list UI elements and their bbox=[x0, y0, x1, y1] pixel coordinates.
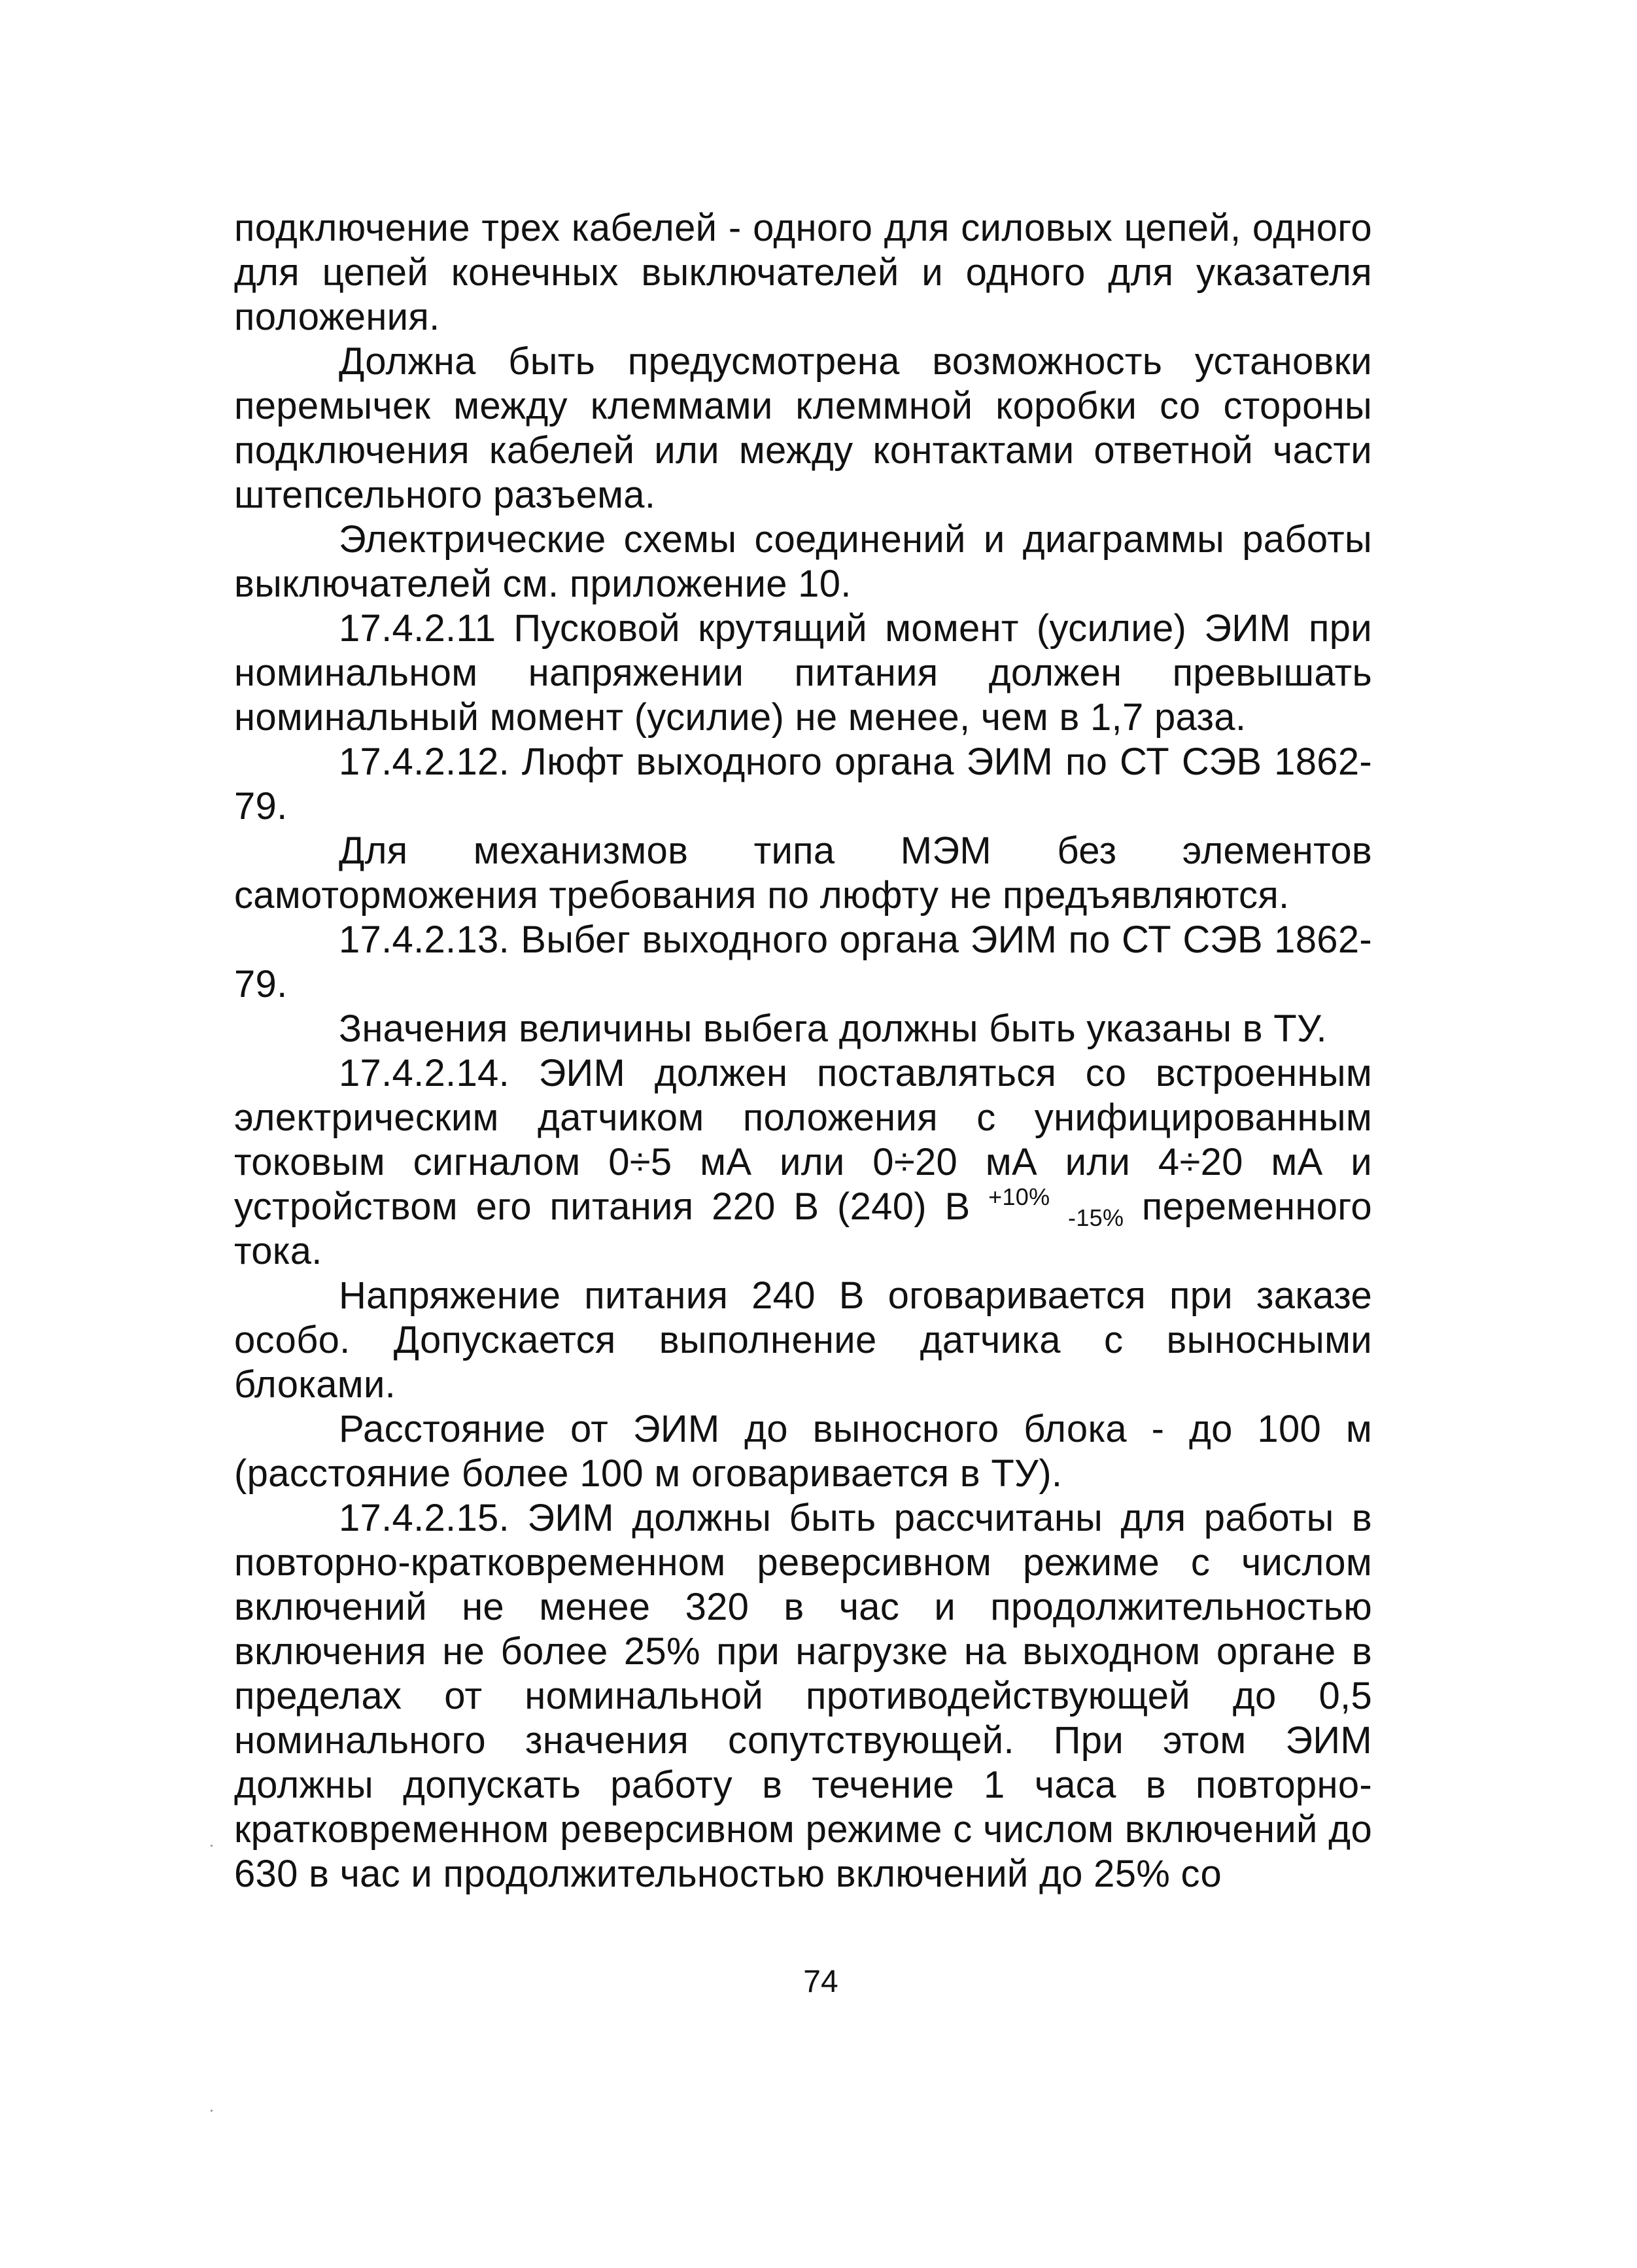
scan-speck bbox=[211, 2110, 213, 2112]
paragraph: 17.4.2.13. Выбег выходного органа ЭИМ по СТ СЭВ 1862-79. bbox=[234, 918, 1372, 1005]
paragraph: Значения величины выбега должны быть указаны в ТУ. bbox=[339, 1007, 1327, 1050]
page-number: 74 bbox=[803, 1964, 838, 1999]
paragraph: подключение трех кабелей - одного для силовых цепей, одного для цепей конечных выключателей и одного для указателя положения. bbox=[234, 207, 1372, 338]
paragraph-text-before: 17.4.2.14. ЭИМ должен поставляться со встроенным электрическим датчиком положения с унифицированным токовым сигналом 0÷5 мА или 0÷20 мА или 4÷20 мА и устройством его питания 220 В (240) В bbox=[234, 1052, 1372, 1228]
paragraph: 17.4.2.12. Люфт выходного органа ЭИМ по СТ СЭВ 1862-79. bbox=[234, 741, 1372, 828]
paragraph: 17.4.2.11 Пусковой крутящий момент (усилие) ЭИМ при номинальном напряжении питания должен превышать номинальный момент (усилие) не менее, чем в 1,7 раза. bbox=[234, 607, 1372, 739]
scan-speck bbox=[211, 1845, 213, 1847]
paragraph: Для механизмов типа МЭМ без элементов самоторможения требования по люфту не предъявляются. bbox=[234, 829, 1372, 916]
paragraph: 17.4.2.15. ЭИМ должны быть рассчитаны для работы в повторно-кратковременном реверсивном режиме с числом включений не менее 320 в час и продолжительностью включения не более 25% при нагрузке на выходном органе в пределах от номинальной противодействующей до 0,5 номинального значения сопутствующей. При этом ЭИМ должны допускать работу в течение 1 часа в повторно-кратковременном реверсивном режиме с числом включений до 630 в час и продолжительностью включений до 25% со bbox=[234, 1497, 1372, 1895]
paragraph: Напряжение питания 240 В оговаривается при заказе особо. Допускается выполнение датчика с выносными блоками. bbox=[234, 1274, 1372, 1406]
paragraph-text-after: переменного тока. bbox=[234, 1185, 1372, 1272]
paragraph: Расстояние от ЭИМ до выносного блока - до 100 м (расстояние более 100 м оговаривается в ТУ). bbox=[234, 1408, 1372, 1495]
tolerance-upper: +10% bbox=[988, 1183, 1050, 1210]
body-text bbox=[234, 206, 1372, 1896]
paragraph: Электрические схемы соединений и диаграммы работы выключателей см. приложение 10. bbox=[234, 518, 1372, 605]
tolerance-lower: -15% bbox=[1068, 1204, 1124, 1231]
paragraph: Должна быть предусмотрена возможность установки перемычек между клеммами клеммной коробки со стороны подключения кабелей или между контактами ответной части штепсельного разъема. bbox=[234, 340, 1372, 516]
paragraph-with-tolerance bbox=[234, 1051, 1372, 1274]
